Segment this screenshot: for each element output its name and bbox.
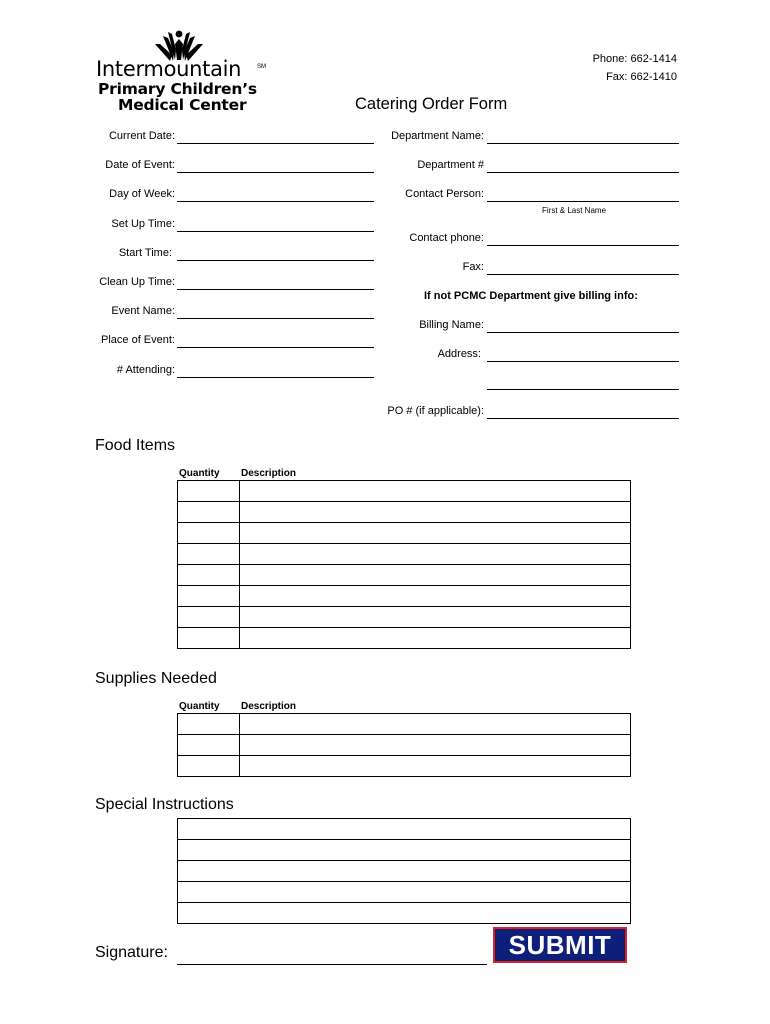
logo-name: Intermountain — [96, 57, 242, 81]
food-quantity-cell[interactable] — [178, 628, 240, 649]
table-row — [178, 586, 631, 607]
table-row — [178, 481, 631, 502]
special-instructions-line[interactable] — [178, 903, 631, 924]
current-date-label: Current Date: — [108, 130, 175, 142]
attending-field[interactable] — [177, 377, 374, 378]
signature-field[interactable] — [177, 964, 487, 965]
supplies-heading: Supplies Needed — [95, 670, 217, 687]
place-of-event-label: Place of Event: — [101, 334, 175, 346]
event-name-label: Event Name: — [111, 305, 175, 317]
current-date-field[interactable] — [177, 143, 374, 144]
food-quantity-cell[interactable] — [178, 607, 240, 628]
table-row — [178, 565, 631, 586]
supplies-description-header: Description — [241, 701, 297, 712]
clean-up-time-label: Clean Up Time: — [99, 276, 175, 288]
table-row — [178, 861, 631, 882]
food-quantity-cell[interactable] — [178, 544, 240, 565]
address-field-2[interactable] — [487, 389, 679, 390]
event-name-field[interactable] — [177, 318, 374, 319]
special-instructions-line[interactable] — [178, 819, 631, 840]
billing-note: If not PCMC Department give billing info: — [424, 290, 638, 302]
food-description-cell[interactable] — [240, 607, 631, 628]
start-time-field[interactable] — [177, 260, 374, 261]
date-of-event-label: Date of Event: — [105, 159, 175, 171]
special-instructions-table — [177, 818, 631, 924]
department-number-label: Department # — [417, 159, 484, 171]
contact-phone-label: Contact phone: — [409, 232, 484, 244]
fax-field[interactable] — [487, 274, 679, 275]
special-instructions-line[interactable] — [178, 861, 631, 882]
start-time-label: Start Time: — [118, 247, 172, 259]
logo-line-2: Medical Center — [118, 96, 247, 114]
special-instructions-line[interactable] — [178, 882, 631, 903]
food-quantity-cell[interactable] — [178, 586, 240, 607]
submit-button[interactable]: SUBMIT — [493, 927, 627, 963]
contact-person-field[interactable] — [487, 201, 679, 202]
table-row — [178, 714, 631, 735]
contact-person-label: Contact Person: — [405, 188, 484, 200]
logo — [96, 30, 276, 116]
table-row — [178, 840, 631, 861]
food-description-header: Description — [241, 468, 297, 479]
set-up-time-field[interactable] — [177, 231, 374, 232]
supplies-description-cell[interactable] — [240, 735, 631, 756]
department-name-field[interactable] — [487, 143, 679, 144]
table-row — [178, 523, 631, 544]
contact-phone-field[interactable] — [487, 245, 679, 246]
po-label: PO # (if applicable): — [387, 405, 484, 417]
supplies-quantity-cell[interactable] — [178, 735, 240, 756]
supplies-table — [177, 713, 631, 777]
billing-name-field[interactable] — [487, 332, 679, 333]
table-row — [178, 756, 631, 777]
food-description-cell[interactable] — [240, 523, 631, 544]
date-of-event-field[interactable] — [177, 172, 374, 173]
table-row — [178, 882, 631, 903]
form-title: Catering Order Form — [355, 95, 508, 113]
special-instructions-line[interactable] — [178, 840, 631, 861]
table-row — [178, 607, 631, 628]
food-quantity-header: Quantity — [179, 468, 220, 479]
set-up-time-label: Set Up Time: — [111, 218, 175, 230]
department-name-label: Department Name: — [391, 130, 484, 142]
signature-label: Signature: — [95, 944, 168, 961]
clean-up-time-field[interactable] — [177, 289, 374, 290]
table-row — [178, 502, 631, 523]
food-description-cell[interactable] — [240, 502, 631, 523]
logo-service-mark: SM — [257, 64, 266, 70]
food-quantity-cell[interactable] — [178, 481, 240, 502]
supplies-quantity-cell[interactable] — [178, 756, 240, 777]
table-row — [178, 735, 631, 756]
special-instructions-heading: Special Instructions — [95, 796, 234, 813]
logo-line-1: Primary Children’s — [98, 80, 257, 98]
address-field-1[interactable] — [487, 361, 679, 362]
table-row — [178, 628, 631, 649]
food-description-cell[interactable] — [240, 628, 631, 649]
food-items-heading: Food Items — [95, 437, 176, 454]
food-description-cell[interactable] — [240, 586, 631, 607]
day-of-week-label: Day of Week: — [109, 188, 175, 200]
supplies-quantity-header: Quantity — [179, 701, 220, 712]
food-quantity-cell[interactable] — [178, 565, 240, 586]
attending-label: # Attending: — [116, 364, 175, 376]
food-quantity-cell[interactable] — [178, 523, 240, 544]
table-row — [178, 544, 631, 565]
fax-label: Fax: — [462, 261, 484, 273]
department-number-field[interactable] — [487, 172, 679, 173]
supplies-description-cell[interactable] — [240, 714, 631, 735]
po-field[interactable] — [487, 418, 679, 419]
supplies-description-cell[interactable] — [240, 756, 631, 777]
place-of-event-field[interactable] — [177, 347, 374, 348]
table-row — [178, 903, 631, 924]
table-row — [178, 819, 631, 840]
fax-number: Fax: 662-1410 — [606, 71, 677, 83]
supplies-quantity-cell[interactable] — [178, 714, 240, 735]
day-of-week-field[interactable] — [177, 201, 374, 202]
food-description-cell[interactable] — [240, 565, 631, 586]
phone-number: Phone: 662-1414 — [592, 53, 677, 65]
food-items-table — [177, 480, 631, 649]
address-label: Address: — [437, 348, 481, 360]
contact-person-hint: First & Last Name — [542, 206, 607, 215]
food-description-cell[interactable] — [240, 481, 631, 502]
billing-name-label: Billing Name: — [419, 319, 484, 331]
food-description-cell[interactable] — [240, 544, 631, 565]
food-quantity-cell[interactable] — [178, 502, 240, 523]
